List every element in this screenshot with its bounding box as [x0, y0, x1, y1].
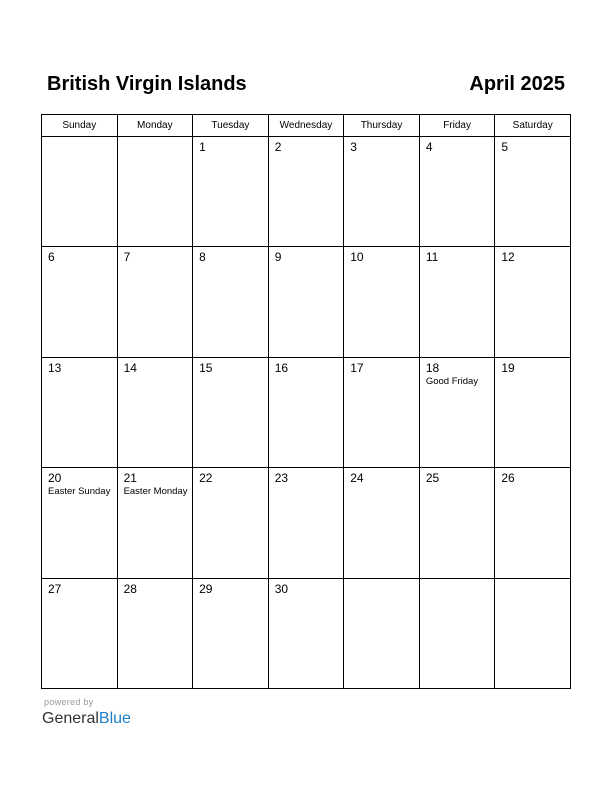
day-cell — [268, 247, 344, 357]
day-cell — [117, 247, 193, 357]
day-cell — [268, 137, 344, 247]
day-cell — [419, 468, 495, 578]
day-number: 15 — [199, 360, 213, 375]
day-cell — [344, 247, 420, 357]
day-number: 19 — [501, 360, 515, 375]
day-cell — [419, 578, 495, 688]
weekday-header: Monday — [117, 115, 193, 137]
day-number: 27 — [48, 581, 62, 596]
day-cell — [193, 247, 269, 357]
weekday-header-row — [42, 115, 571, 137]
day-cell — [117, 137, 193, 247]
day-cell — [117, 357, 193, 467]
weekday-header: Friday — [419, 115, 495, 137]
day-number: 25 — [425, 471, 440, 486]
week-row — [42, 468, 571, 578]
weekday-header: Wednesday — [268, 115, 344, 137]
footer-branding[interactable] — [42, 697, 131, 729]
day-number: 23 — [274, 471, 289, 486]
day-number: 8 — [199, 250, 206, 265]
day-cell — [193, 578, 269, 688]
day-number: 12 — [501, 250, 515, 265]
day-cell — [419, 137, 495, 247]
day-cell — [344, 578, 420, 688]
holiday-label: Easter Monday — [123, 486, 188, 498]
week-row — [42, 578, 571, 688]
day-cell — [495, 247, 571, 357]
day-number: 30 — [274, 581, 289, 596]
day-number: 14 — [123, 360, 137, 375]
day-cell — [495, 137, 571, 247]
day-cell — [344, 137, 420, 247]
day-number: 3 — [350, 140, 357, 154]
day-cell — [42, 137, 118, 247]
calendar-grid — [41, 114, 571, 689]
day-number: 2 — [274, 140, 282, 154]
day-cell — [193, 137, 269, 247]
day-number: 20 — [48, 471, 62, 486]
page-title-month: April 2025 — [469, 73, 565, 95]
day-cell — [268, 357, 344, 467]
day-number: 17 — [350, 360, 364, 375]
logo-text-general: General — [42, 710, 99, 727]
powered-by-label: powered by — [44, 697, 94, 707]
day-cell — [344, 357, 420, 467]
day-cell — [117, 468, 193, 578]
day-cell — [344, 468, 420, 578]
week-row — [42, 357, 571, 467]
day-number: 21 — [123, 471, 137, 486]
day-cell — [42, 468, 118, 578]
day-number: 24 — [350, 471, 364, 486]
day-number: 29 — [199, 581, 213, 596]
day-cell — [268, 468, 344, 578]
logo-text-blue: Blue — [98, 710, 131, 727]
day-number: 4 — [425, 140, 433, 154]
day-number: 9 — [274, 250, 282, 265]
weekday-header: Saturday — [495, 115, 571, 137]
page-title-country: British Virgin Islands — [47, 73, 247, 95]
day-number: 11 — [425, 250, 439, 265]
day-cell — [495, 578, 571, 688]
weekday-header: Thursday — [344, 115, 420, 137]
day-number: 7 — [123, 250, 131, 265]
day-number: 10 — [350, 250, 364, 265]
day-number: 28 — [123, 581, 137, 596]
day-cell — [117, 578, 193, 688]
day-cell — [419, 357, 495, 467]
day-number: 18 — [425, 360, 440, 375]
day-cell — [42, 247, 118, 357]
week-row — [42, 247, 571, 357]
day-number: 16 — [274, 360, 289, 375]
day-cell — [193, 357, 269, 467]
day-number: 13 — [48, 360, 62, 375]
day-number: 5 — [501, 140, 509, 154]
day-cell — [42, 578, 118, 688]
day-number: 6 — [48, 250, 55, 265]
generalblue-logo[interactable] — [42, 709, 131, 729]
day-cell — [42, 357, 118, 467]
day-cell — [495, 468, 571, 578]
day-cell — [193, 468, 269, 578]
day-cell — [419, 247, 495, 357]
day-number: 1 — [199, 140, 206, 154]
weekday-header: Tuesday — [193, 115, 269, 137]
day-number: 22 — [199, 471, 213, 486]
day-cell — [268, 578, 344, 688]
week-row — [42, 137, 571, 247]
holiday-label: Easter Sunday — [48, 486, 111, 498]
day-number: 26 — [501, 471, 515, 486]
day-cell — [495, 357, 571, 467]
holiday-label: Good Friday — [425, 375, 479, 387]
weekday-header: Sunday — [42, 115, 118, 137]
